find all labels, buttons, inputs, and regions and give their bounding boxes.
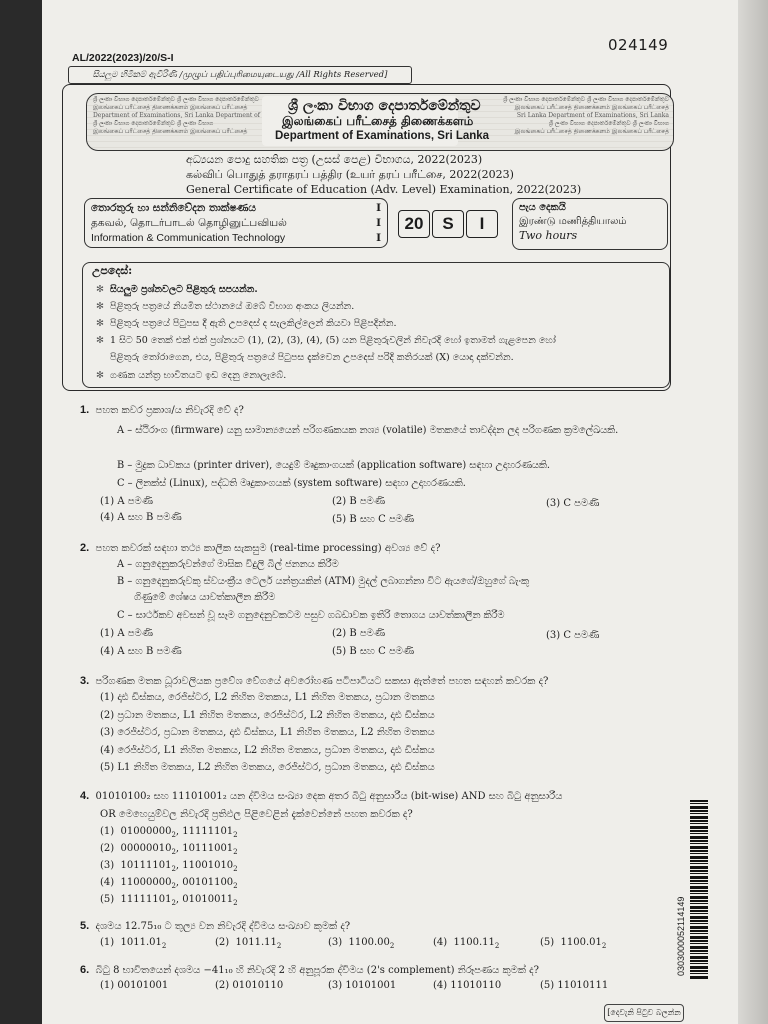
q3-option-3[interactable]: (3) රෙජිස්ටර, ප්‍රධාන මතකය, දෘඪ ඩිස්කය, L1 නිහිත මතකය, L2 නිහිත මතකය [100, 727, 435, 738]
q1-option-4[interactable]: (4) A සහ B පමණි [100, 512, 182, 523]
q1-option-1[interactable]: (1) A පමණි [100, 496, 153, 507]
serial-number: 024149 [608, 36, 669, 54]
q5-option-5[interactable]: (5) $1100.01_2$ [540, 937, 607, 950]
department-name-english: Department of Examinations, Sri Lanka [275, 130, 490, 142]
q4-option-3[interactable]: (3) $10111101_2$, $11001010_2$ [100, 860, 238, 873]
q5-option-3[interactable]: (3) $1100.00_2$ [328, 937, 395, 950]
paper-code: AL/2022(2023)/20/S-I [72, 52, 174, 64]
department-name-sinhala: ශ්‍රී ලංකා විභාග දෙපාර්තමේන්තුව [288, 98, 481, 114]
q1-statement-b: B – මුද්‍රක ධාවකය (printer driver), යෙදුම් මෘදුකාංගයක් (application software) සඳහා උදාහරණයකි. [117, 460, 550, 471]
q2-statement-b: B – ගනුදෙනුකරුවකු ස්වයංක්‍රීය ටෙලර් යන්ත්‍රයකින් (ATM) මුදල් ලබාගන්නා විට ඇයගේ/ඔහුගේ බැංකු [117, 576, 529, 587]
q4-option-4[interactable]: (4) $11000000_2$, $00101100_2$ [100, 877, 238, 890]
q2-option-5[interactable]: (5) B සහ C පමණි [332, 646, 415, 657]
q2-option-2[interactable]: (2) B පමණි [332, 628, 386, 639]
exam-title-sinhala: අධ්‍යයන පොදු සහතික පත්‍ර (උසස් පෙළ) විභාගය, 2022(2023) [186, 153, 483, 166]
question-3: 3. පරිගණක මතක ධූරාවලියක ප්‍රවේශ වේගයේ අවරෝහණ පටිපාටියට සකසා ඇත්තේ පහත සඳහන් කවරක ද? [80, 675, 549, 687]
instructions-title: උපදෙස්: [92, 264, 133, 277]
subject-roman-3: I [376, 232, 381, 244]
q4-option-1[interactable]: (1) $01000000_2$, $11111101_2$ [100, 826, 238, 839]
duration-tamil: இரண்டு மணித்தியாலம் [519, 216, 627, 227]
department-name-tamil: இலங்கைப் பரீட்சைத் திணைக்களம் [282, 114, 474, 128]
barcode-number: 0303000052114149 [676, 896, 686, 976]
subject-box [84, 198, 388, 248]
q4-option-5[interactable]: (5) $11111101_2$, $01010011_2$ [100, 894, 238, 907]
instruction-item: ✻ 1 සිට 50 තෙක් එක් එක් ප්‍රශ්නයට (1), (2), (3), (4), (5) යන පිළිතුරුවලින් නිවැරදි හෝ ඉතාමත් ගැළපෙන හෝ [96, 335, 556, 346]
instruction-item: ✻ පිළිතුරු පත්‍රයේ පිටුපස දී ඇති උපදෙස් ද සැලකිල්ලෙන් කියවා පිළිපදින්න. [96, 318, 397, 329]
duration-english: Two hours [519, 229, 578, 242]
asterisk-icon: ✻ [96, 318, 104, 329]
question-1: 1. පහත කවර ප්‍රකාශ/ය නිවැරදි වේ ද? [80, 404, 244, 416]
instruction-item: ✻ සියලුම ප්‍රශ්නවලට පිළිතුරු සපයන්න. [96, 284, 258, 295]
q1-option-3[interactable]: (3) C පමණි [546, 498, 600, 509]
q6-option-5[interactable]: (5) 11010111 [540, 980, 609, 991]
q2-statement-b-cont: ගිණුමේ ශේෂය යාවත්කාලීන කිරීම [134, 592, 276, 603]
q5-option-2[interactable]: (2) $1011.11_2$ [215, 937, 282, 950]
asterisk-icon: ✻ [96, 301, 104, 312]
q6-option-3[interactable]: (3) 10101001 [328, 980, 397, 991]
q5-option-1[interactable]: (1) $1011.01_2$ [100, 937, 167, 950]
q2-option-4[interactable]: (4) A සහ B පමණි [100, 646, 182, 657]
subject-english: Information & Communication Technology [91, 232, 286, 244]
asterisk-icon: ✻ [96, 335, 104, 346]
paper-part-box: I [466, 210, 498, 238]
q1-option-2[interactable]: (2) B පමණි [332, 496, 386, 507]
question-6: 6. බිටු 8 භාවිතයෙන් දශමය −41₁₀ හි නිවැරදි 2 හි අනුපූරක ද්විමය (2's complement) නිරූපණය කුමක් ද? [80, 964, 539, 976]
q4-option-2[interactable]: (2) $00000010_2$, $10111001_2$ [100, 843, 238, 856]
rights-notice: සියලුම හිමිකම් ඇවිරිණි /முழுப் பதிப்புரிமையுடையது /All Rights Reserved] [68, 66, 412, 84]
asterisk-icon: ✻ [96, 370, 104, 381]
exam-title [186, 152, 581, 197]
paper-stream-box: S [432, 210, 464, 238]
q3-option-5[interactable]: (5) L1 නිහිත මතකය, L2 නිහිත මතකය, රෙජිස්ටර, ප්‍රධාන මතකය, දෘඪ ඩිස්කය [100, 762, 435, 773]
barcode-icon [690, 800, 708, 980]
q3-option-4[interactable]: (4) රෙජිස්ටර, L1 නිහිත මතකය, L2 නිහිත මතකය, ප්‍රධාන මතකය, දෘඪ ඩිස්කය [100, 745, 435, 756]
q2-statement-a: A – ගනුදෙනුකරුවන්ගේ මාසික විදුලි බිල් ජනනය කිරීම [117, 559, 339, 570]
instruction-item: ✻ පිළිතුරු පත්‍රයේ නියමිත ස්ථානයේ ඔබේ විභාග අංකය ලියන්න. [96, 301, 355, 312]
question-5: 5. දශමය 12.75₁₀ ට තුල්‍ය වන නිවැරදි ද්විමය සංඛ්‍යාව කුමක් ද? [80, 920, 351, 932]
q6-option-4[interactable]: (4) 11010110 [433, 980, 502, 991]
subject-tamil: தகவல், தொடர்பாடல் தொழினுட்பவியல் [91, 217, 287, 229]
q6-option-1[interactable]: (1) 00101001 [100, 980, 169, 991]
q1-statement-a: A – ස්ථිරාංග (firmware) යනු සාමාන්‍යයෙන් පරිගණකයක නශ්‍ය (volatile) මතකයේ තාවද්දන ලද පරිගණක ක්‍රමලේඛයකි. [117, 425, 619, 436]
asterisk-icon: ✻ [96, 284, 104, 295]
q2-option-3[interactable]: (3) C පමණි [546, 630, 600, 641]
duration-box [512, 198, 668, 250]
q3-option-1[interactable]: (1) දෘඪ ඩිස්කය, රෙජිස්ටර, L2 නිහිත මතකය, L1 නිහිත මතකය, ප්‍රධාන මතකය [100, 692, 435, 703]
q2-statement-c: C – සාර්ථකව අවසන් වූ සෑම ගනුදෙනුවකටම පසුව ගබඩාවක ඉතිරි තොගය යාවත්කාලීන කිරීම [117, 610, 505, 621]
question-4: 4. 01010100₂ සහ 11101001₂ යන ද්විමය සංඛ්‍යා දෙක අතර බිටු අනුසාරීය (bit-wise) AND සහ බිටු අනුසාරීය [80, 790, 563, 802]
subject-roman-1: I [376, 202, 381, 214]
instruction-item: ✻ ගණක යන්ත්‍ර භාවිතයට ඉඩ දෙනු නොලැබේ. [96, 370, 287, 381]
duration-sinhala: පැය දෙකයි [519, 202, 566, 213]
q1-statement-c: C – ලිනක්ස් (Linux), පද්ධති මෘදුකාංගයක් (system software) සඳහා උදාහරණයකි. [117, 478, 466, 489]
subject-sinhala: තොරතුරු හා සන්නිවේදන තාක්ෂණය [91, 202, 256, 214]
q3-option-2[interactable]: (2) ප්‍රධාන මතකය, L1 නිහිත මතකය, රෙජිස්ටර, L2 නිහිත මතකය, දෘඪ ඩිස්කය [100, 710, 435, 721]
q5-option-4[interactable]: (4) $1100.11_2$ [433, 937, 500, 950]
subject-code-box: 20 [398, 210, 430, 238]
q2-option-1[interactable]: (1) A පමණි [100, 628, 153, 639]
instruction-item-continued: පිළිතුරු තෝරාගෙන, එය, පිළිතුරු පත්‍රයේ පිටුපස දැක්වෙන උපදෙස් පරිදි කතිරයක් (X) යොදා දක්වන්න. [110, 352, 514, 363]
question-4-cont: OR මෙහෙයුම්වල නිවැරදි ප්‍රතිඵල පිළිවෙළින් දැක්වෙන්නේ පහත කවරක ද? [100, 809, 413, 820]
subject-roman-2: I [376, 217, 381, 229]
page-edge [738, 0, 768, 1024]
exam-title-tamil: கல்விப் பொதுத் தராதரப் பத்திர (உயர் தரப் பரீட்சை, 2022(2023) [186, 168, 514, 181]
exam-title-english: General Certificate of Education (Adv. Level) Examination, 2022(2023) [186, 183, 582, 196]
banner-right-text: ශ්‍රී ලංකා විභාග දෙපාර්තමේන්තුව ශ්‍රී ලංකා විභාග දෙපාර්තමේන්තුව இலங்கைப் பரீட்சைத் திணைக்களம் இலங்கைப் பரீட்சைத் Sri Lanka Department of Examinations, Sri Lanka ශ්‍රී ලංකා විභාග දෙපාර්තමේන්තුව ශ්‍රී ලංකා විභාග இலங்கைப் பரீட்சைத் திணைக்களம் இலங்கைப் பரீட்சைத் [503, 96, 669, 135]
next-page-note: [දෙවැනි පිටුව බලන්න [604, 1004, 684, 1022]
banner-left-text: ශ්‍රී ලංකා විභාග දෙපාර්තමේන්තුව ශ්‍රී ලංකා විභාග දෙපාර්තමේන්තුව இலங்கைப் பரீட்சைத் திணைக்களம் இலங்கைப் பரீட்சைத் Department of Examinations, Sri Lanka Department of ශ්‍රී ලංකා විභාග දෙපාර්තමේන්තුව ශ්‍රී ලංකා විභාග இலங்கைப் பரீட்சைத் திணைக்களம் இலங்கைப் பரீட்சைத் [93, 96, 260, 135]
q1-option-5[interactable]: (5) B සහ C පමණි [332, 514, 415, 525]
q6-option-2[interactable]: (2) 01010110 [215, 980, 284, 991]
question-2: 2. පහත කවරක් සඳහා තථ්‍ය කාලීක සැකසුම (real-time processing) අවශ්‍ය වේ ද? [80, 542, 441, 554]
